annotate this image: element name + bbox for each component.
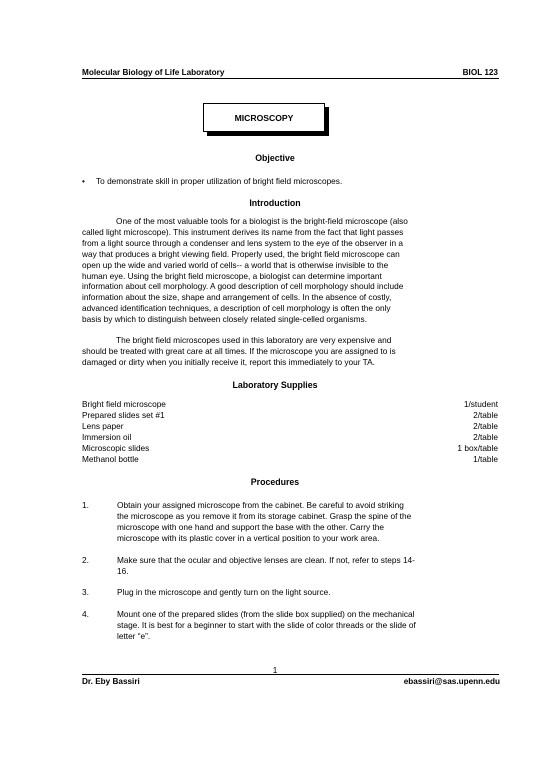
- objective-heading: Objective: [255, 153, 295, 163]
- step-text: [117, 587, 498, 598]
- supply-name: Immersion oil: [82, 431, 132, 442]
- intro-p1-line: information about the size, shape and arrangement of cells. In the absence of costly,: [82, 292, 392, 303]
- footer-email: ebassiri@sas.upenn.edu: [403, 677, 500, 686]
- supply-name: Microscopic slides: [82, 442, 150, 453]
- supply-name: Methanol bottle: [82, 453, 139, 464]
- step-line: microscope with its plastic cover in a vertical position to your work area.: [117, 532, 380, 543]
- supply-qty: 1/student: [463, 399, 498, 409]
- supply-qty: 2/table: [473, 420, 498, 431]
- intro-paragraph-1: [82, 216, 502, 325]
- course-code: BIOL 123: [462, 68, 498, 77]
- supply-name: Lens paper: [82, 420, 124, 431]
- step-text: [117, 500, 498, 544]
- procedures-heading: Procedures: [250, 477, 300, 487]
- supply-qty: 2/table: [473, 431, 498, 442]
- supply-row: [82, 421, 498, 432]
- procedure-step: [82, 500, 498, 544]
- header-rule: [82, 78, 499, 79]
- step-line: stage. It is best for a beginner to start with the slide of color threads or the slide of: [117, 619, 416, 630]
- footer-rule: [82, 674, 499, 675]
- intro-p1-line: information about cell morphology. A good description of cell morphology should include: [82, 281, 404, 292]
- intro-p2-line: The bright field microscopes used in this laboratory are very expensive and: [116, 335, 392, 345]
- supply-row: [82, 410, 498, 421]
- supply-qty: 1/table: [473, 453, 498, 464]
- supply-name: Bright field microscope: [82, 399, 166, 409]
- step-line: letter “e”.: [117, 630, 151, 641]
- objective-bullet: To demonstrate skill in proper utilization of bright field microscopes.: [96, 176, 343, 186]
- step-number: 1.: [82, 500, 89, 510]
- intro-p1-line: open up the wide and varied world of cells-- a world that is otherwise invisible to the: [82, 259, 389, 270]
- procedure-step: [82, 555, 498, 577]
- supply-row: [82, 443, 498, 454]
- intro-p1-line: basis by which to distinguish between closely related single-celled organisms.: [82, 314, 368, 325]
- supply-row: [82, 432, 498, 443]
- procedure-step: [82, 587, 498, 598]
- step-number: 2.: [82, 555, 89, 565]
- intro-p1-line: One of the most valuable tools for a biologist is the bright-field microscope (also: [116, 216, 408, 226]
- step-line: Make sure that the ocular and objective lenses are clean. If not, refer to steps 14-: [117, 555, 415, 565]
- step-line: Plug in the microscope and gently turn on the light source.: [117, 587, 331, 597]
- supply-qty: 1 box/table: [457, 442, 498, 453]
- bullet-icon: •: [82, 176, 85, 186]
- intro-p1-line: advanced identification techniques, a description of cell morphology is often the only: [82, 303, 391, 314]
- supplies-heading: Laboratory Supplies: [232, 380, 318, 390]
- supplies-list: [82, 399, 498, 464]
- step-line: the microscope as you remove it from its storage cabinet. Grasp the spine of the: [117, 510, 412, 521]
- title-box: [203, 103, 329, 136]
- page-number: 1: [272, 666, 278, 675]
- supply-row: [82, 399, 498, 410]
- step-line: Mount one of the prepared slides (from the slide box supplied) on the mechanical: [117, 609, 415, 619]
- step-number: 3.: [82, 587, 89, 597]
- footer-author: Dr. Eby Bassiri: [82, 677, 140, 686]
- intro-p2-line: damaged or dirty when you initially receive it, report this immediately to your TA.: [82, 356, 375, 367]
- intro-p1-line: way that produces a bright viewing field. Properly used, the bright field microscope can: [82, 248, 400, 259]
- step-text: [117, 555, 498, 577]
- intro-p1-line: from a light source through a condenser and lens system to the eye of the observer in a: [82, 237, 403, 248]
- intro-p1-line: called light microscope). This instrument derives its name from the fact that light passes: [82, 226, 404, 237]
- intro-p2-line: should be treated with great care at all times. If the microscope you are assigned to is: [82, 345, 396, 356]
- intro-paragraph-2: [82, 335, 502, 368]
- introduction-heading: Introduction: [249, 198, 301, 208]
- supply-qty: 2/table: [473, 409, 498, 420]
- course-title: Molecular Biology of Life Laboratory: [82, 68, 225, 77]
- step-number: 4.: [82, 609, 89, 619]
- procedure-step: [82, 609, 498, 642]
- supply-name: Prepared slides set #1: [82, 409, 165, 420]
- supply-row: [82, 454, 498, 465]
- intro-p1-line: human eye. Using the bright field microscope, a biologist can determine important: [82, 270, 382, 281]
- step-line: Obtain your assigned microscope from the cabinet. Be careful to avoid striking: [117, 500, 404, 510]
- step-line: microscope with one hand and support the base with the other. Carry the: [117, 521, 385, 532]
- step-text: [117, 609, 498, 642]
- step-line: 16.: [117, 565, 129, 576]
- page-title: MICROSCOPY: [203, 103, 325, 132]
